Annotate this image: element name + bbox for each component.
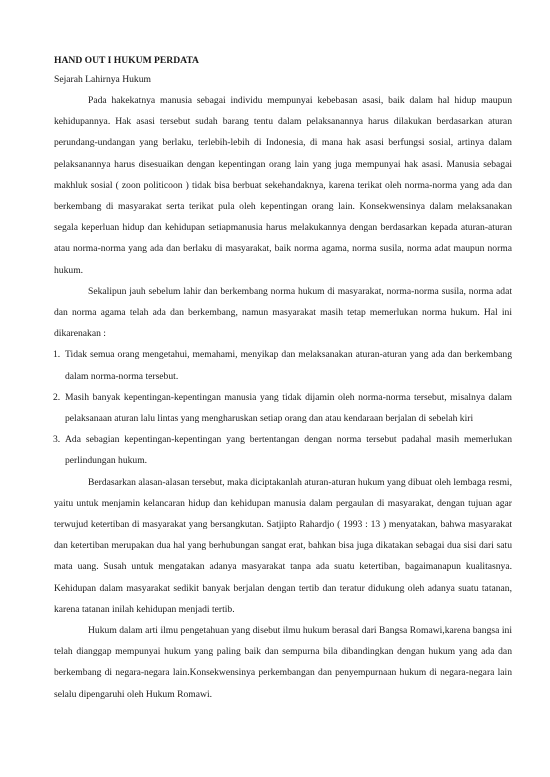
- list-item: [54, 344, 512, 386]
- list-item: [54, 429, 512, 471]
- body-paragraph: Hukum dalam arti ilmu pengetahuan yang disebut ilmu hukum berasal dari Bangsa Romawi,karena bangsa ini telah dianggap mempunyai hukum yang paling baik dan sempurna bila dibandingkan dengan hukum yang ada dan berkembang di negara-negara lain.Konsekwensinya perkembangan dan penyempurnaan hukum di negara-negara lain selalu dipengaruhi oleh Hukum Romawi.: [54, 625, 512, 700]
- document-title: HAND OUT I HUKUM PERDATA: [54, 55, 199, 66]
- list-item-text: Ada sebagian kepentingan-kepentingan yang bertentangan dengan norma tersebut padahal masih memerlukan perlindungan hukum.: [65, 434, 512, 467]
- list-item-text: Masih banyak kepentingan-kepentingan manusia yang tidak dijamin oleh norma-norma tersebut, misalnya dalam pelaksanaan aturan lalu lintas yang mengharuskan setiap orang dan atau kendaraan berjalan di sebelah kiri: [65, 391, 512, 425]
- list-item-text: Tidak semua orang mengetahui, memahami, menyikap dan melaksanakan aturan-aturan yang ada dan berkembang dalam norma-norma tersebut.: [65, 349, 512, 382]
- list-item: [54, 387, 512, 429]
- body-paragraph: Berdasarkan alasan-alasan tersebut, maka diciptakanlah aturan-aturan hukum yang dibuat oleh lembaga resmi, yaitu untuk menjamin kelancaran hidup dan kehidupan manusia dalam pergaulan di masyarakat, dengan tujuan agar terwujud ketertiban di masyarakat yang bersangkutan. Satjipto Rahardjo ( 1993 : 13 ) menyatakan, bahwa masyarakat dan ketertiban merupakan dua hal yang berhubungan sangat erat, bahkan bisa juga dikatakan sebagai dua sisi dari satu mata uang. Susah untuk mengatakan adanya masyarakat tanpa ada suatu ketertiban, bagaimanapun kualitasnya. Kehidupan dalam masyarakat sedikit banyak berjalan dengan tertib dan teratur didukung oleh adanya suatu tatanan, karena tatanan inilah kehidupan menjadi tertib.: [54, 476, 512, 615]
- body-paragraph: Sekalipun jauh sebelum lahir dan berkembang norma hukum di masyarakat, norma-norma susila, norma adat dan norma agama telah ada dan berkembang, namun masyarakat masih tetap memerlukan norma hukum. Hal ini dikarenakan :: [54, 285, 512, 340]
- numbered-list: [54, 344, 512, 471]
- list-item-number: 2.: [53, 391, 61, 403]
- list-item-number: 1.: [53, 349, 61, 361]
- document-page: [54, 52, 512, 705]
- section-heading: Sejarah Lahirnya Hukum: [54, 74, 151, 85]
- body-paragraph: Pada hakekatnya manusia sebagai individu mempunyai kebebasan asasi, baik dalam hal hidup maupun kehidupannya. Hak asasi tersebut sudah barang tentu dalam pelaksanannya harus dilakukan berdasarkan aturan perundang-undangan yang berlaku, terlebih-lebih di Indonesia, di mana hak asasi berfungsi sosial, artinya dalam pelaksanannya harus disesuaikan dengan kepentingan orang lain yang juga mempunyai hak asasi. Manusia sebagai makhluk sosial ( zoon politicoon ) tidak bisa berbuat sekehandaknya, karena terikat oleh norma-norma yang ada dan berkembang di masyarakat serta terikat pula oleh kepentingan orang lain. Konsekwensinya dalam melaksanakan segala keperluan hidup dan kehidupan setiapmanusia harus melakukannya dengan berdasarkan kepada aturan-aturan atau norma-norma yang ada dan berlaku di masyarakat, baik norma agama, norma susila, norma adat maupun norma hukum.: [54, 95, 512, 276]
- list-item-number: 3.: [53, 434, 61, 446]
